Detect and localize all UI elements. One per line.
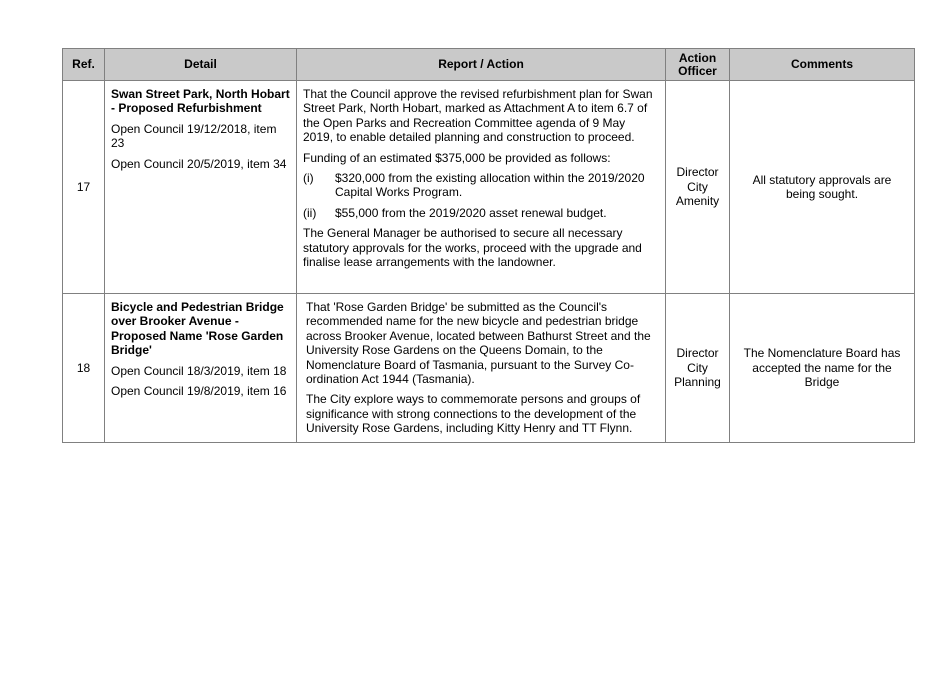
report-paragraph: Funding of an estimated $375,000 be provided as follows: <box>303 150 611 165</box>
meeting-reference: Open Council 20/5/2019, item 34 <box>111 156 287 171</box>
meeting-reference: Open Council 18/3/2019, item 18 <box>111 363 287 378</box>
report-paragraph: The General Manager be authorised to secure all necessary statutory approvals for the works, proceed with the upgrade and finalise lease arrangements with the landowner. <box>303 226 642 270</box>
report-action-cell <box>297 81 666 294</box>
list-text: $55,000 from the 2019/2020 asset renewal budget. <box>335 205 607 220</box>
meeting-reference: Open Council 19/8/2019, item 16 <box>111 384 287 399</box>
header-action-officer-line2: Officer <box>678 63 717 78</box>
ref-cell: 17 <box>63 81 105 294</box>
ref-cell: 18 <box>63 294 105 443</box>
report-paragraph: The City explore ways to commemorate persons and groups of significance with strong connections to the development of the University Rose Gardens, including Kitty Henry and TT Flynn. <box>306 392 641 436</box>
officer-line: Amenity <box>675 194 720 209</box>
table-header-row <box>63 49 915 81</box>
officer-line: City <box>687 360 708 375</box>
action-table <box>62 48 915 443</box>
funding-list-item <box>303 206 657 220</box>
header-report-action: Report / Action <box>297 49 666 81</box>
report-action-cell <box>297 294 666 443</box>
officer-line: Planning <box>674 375 721 390</box>
officer-line: Director <box>676 346 719 361</box>
header-ref: Ref. <box>63 49 105 81</box>
meeting-reference: Open Council 19/12/2018, item 23 <box>111 121 277 151</box>
comments-cell: The Nomenclature Board has accepted the name for the Bridge <box>730 294 915 443</box>
report-paragraph: That 'Rose Garden Bridge' be submitted as the Council's recommended name for the new bicycle and pedestrian bridge across Brooker Avenue, located between Bathurst Street and the University Rose Gardens on the Queens Domain, to the Nomenclature Board of Tasmania, pursuant to the Survey Co-ordination Act 1944 (Tasmania). <box>306 300 651 387</box>
officer-line: Director <box>676 165 719 180</box>
table-row <box>63 81 915 294</box>
header-action-officer <box>666 49 730 81</box>
officer-line: City <box>687 179 708 194</box>
action-officer-cell <box>666 294 730 443</box>
funding-list-item <box>303 171 657 200</box>
detail-cell <box>105 81 297 294</box>
list-number: (i) <box>303 171 314 186</box>
detail-title: Swan Street Park, North Hobart - Proposed Refurbishment <box>111 87 290 116</box>
header-detail: Detail <box>105 49 297 81</box>
action-officer-cell <box>666 81 730 294</box>
report-paragraph: That the Council approve the revised refurbishment plan for Swan Street Park, North Hobart, marked as Attachment A to item 6.7 of the Open Parks and Recreation Committee agenda of 9 May 2019, to enable detailed planning and construction to proceed. <box>303 87 653 145</box>
table-row <box>63 294 915 443</box>
detail-title: Bicycle and Pedestrian Bridge over Brooker Avenue - Proposed Name 'Rose Garden Bridge' <box>111 300 284 358</box>
header-comments: Comments <box>730 49 915 81</box>
detail-cell <box>105 294 297 443</box>
header-action-officer-line1: Action <box>678 50 717 65</box>
comments-cell: All statutory approvals are being sought. <box>730 81 915 294</box>
list-number: (ii) <box>303 205 317 220</box>
list-text: $320,000 from the existing allocation within the 2019/2020 Capital Works Program. <box>335 171 645 200</box>
